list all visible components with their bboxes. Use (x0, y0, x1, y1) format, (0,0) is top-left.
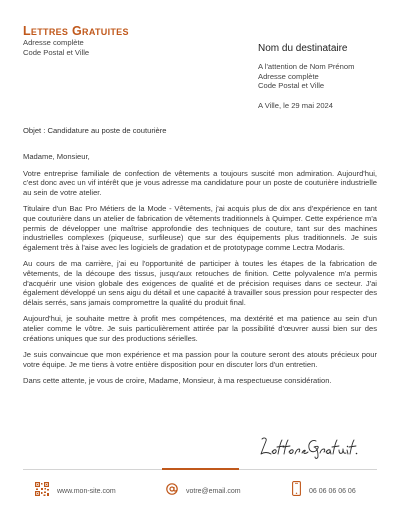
letter-date: A Ville, le 29 mai 2024 (258, 101, 334, 110)
signature-drawing (258, 431, 358, 461)
recipient-block (258, 43, 354, 91)
sender-name: Lettres Gratuites (23, 24, 129, 38)
letter-body (23, 152, 377, 393)
recipient-address: Adresse complète (258, 71, 319, 81)
qr-code-icon (35, 482, 49, 501)
sender-address: Adresse complète (23, 38, 84, 47)
paragraph-1: Votre entreprise familiale de confection de vêtements a toujours suscité mon admiration. Aujourd'hui, c'est donc avec un vif intérêt que je vous adresse ma candidature pour un poste de couturière industrielle au sein de votre atelier. (23, 168, 377, 197)
paragraph-2: Titulaire d'un Bac Pro Métiers de la Mode - Vêtements, j'ai acquis plus de dix ans d'expérience en tant que couturière dans un atelier de fabrication de vêtements traditionnels à Quimper. Cette expérience m'a permis de développer une maîtrise approfondie des techniques de couture, tant sur des machines industrielles complexes (piqueuse, surfileuse) que sur des équipements plus traditionnels. Je suis également très à l'aise avec les logiciels de gradation et de prototypage comme Lectra Modaris. (23, 204, 377, 252)
footer-phone[interactable] (292, 481, 356, 501)
sender-postal: Code Postal et Ville (23, 47, 90, 57)
salutation: Madame, Monsieur, (23, 152, 90, 161)
at-icon (166, 482, 178, 500)
paragraph-5: Je suis convaincue que mon expérience et ma passion pour la couture seront des atouts précieux pour votre équipe. Je me tiens à votre entière disposition pour en discuter lors d'un entretien. (23, 350, 377, 369)
sender-block (23, 24, 129, 57)
closing: Dans cette attente, je vous de croire, Madame, Monsieur, à ma respectueuse considération. (23, 376, 332, 386)
recipient-postal: Code Postal et Ville (258, 81, 325, 90)
footer-email[interactable] (166, 481, 241, 501)
signature (258, 431, 358, 461)
footer-divider (0, 468, 400, 470)
divider-accent (162, 468, 239, 470)
phone-icon (292, 481, 301, 501)
website-text: www.mon-site.com (57, 487, 116, 495)
email-text: votre@email.com (186, 487, 241, 495)
paragraph-3: Au cours de ma carrière, j'ai eu l'opportunité de participer à toutes les étapes de la fabrication de vêtements, de la découpe des tissus, jusqu'aux retouches de finition. Cette polyvalence m'a permis d'acquérir une vision globale des exigences de qualité et de précision requises dans ce secteur. J'ai également développé un sens aigu du détail et une capacité à travailler sous pression pour respecter des délais serrés, sans jamais compromettre la qualité du produit final. (23, 259, 377, 307)
footer (0, 481, 400, 505)
phone-text: 06 06 06 06 06 (309, 487, 356, 495)
recipient-name: Nom du destinataire (258, 43, 348, 54)
paragraph-4: Aujourd'hui, je souhaite mettre à profit mes compétences, ma dextérité et ma patience au sein d'un atelier comme le vôtre. Je suis particulièrement attirée par la possibilité d'œuvrer aussi bien sur des créations uniques que sur des productions sérielles. (23, 314, 377, 343)
footer-website[interactable] (35, 481, 116, 501)
recipient-attention: A l'attention de Nom Prénom (258, 62, 355, 71)
letter-object: Objet : Candidature au poste de couturière (23, 126, 167, 135)
